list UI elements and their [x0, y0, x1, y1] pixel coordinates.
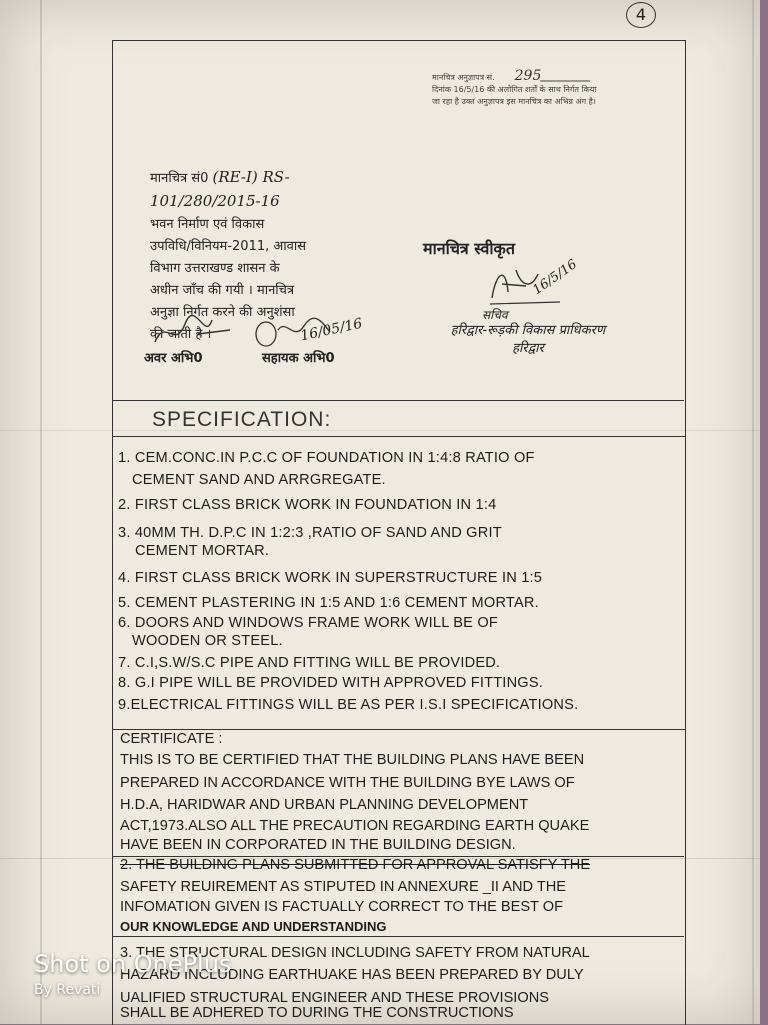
sanction-stamp-title: मानचित्र स्वीकृत [423, 239, 515, 258]
authority-city: हरिद्वार [512, 341, 544, 356]
spec-item-7: 7. C.I,S.W/S.C PIPE AND FITTING WILL BE PROVIDED. [118, 655, 501, 671]
certificate-line: SAFETY REUIREMENT AS STIPUTED IN ANNEXURE _II AND THE [120, 879, 567, 895]
approval-line: अनुज्ञा निर्गत करने की अनुशंसा [150, 305, 295, 320]
assistant-engineer-label: सहायक अभि0 [262, 351, 335, 366]
spec-item-1: 1. CEM.CONC.IN P.C.C OF FOUNDATION IN 1:4:8 RATIO OF [118, 450, 535, 466]
authority-name: हरिद्वार-रूड़की विकास प्राधिकरण [450, 323, 606, 338]
section-divider [112, 936, 684, 937]
permit-stamp-line: दिनांक 16/5/16 की अलोगित शर्तों के साथ निर्गत किया [432, 85, 597, 94]
secretary-designation: सचिव [482, 308, 508, 322]
watermark-line: Shot on OnePlus [34, 950, 232, 978]
permit-number: 295 [514, 68, 542, 84]
certificate-line-struck: 2. THE BUILDING PLANS SUBMITTED FOR APPROVAL SATISFY THE [120, 857, 591, 873]
spec-item-4: 4. FIRST CLASS BRICK WORK IN SUPERSTRUCTURE IN 1:5 [118, 570, 543, 586]
certificate-line: HAZARD INCLUDING EARTHUAKE HAS BEEN PREPARED BY DULY [120, 967, 584, 983]
spec-item-2: 2. FIRST CLASS BRICK WORK IN FOUNDATION IN 1:4 [118, 497, 497, 513]
certificate-line: ACT,1973.ALSO ALL THE PRECAUTION REGARDING EARTH QUAKE [120, 818, 590, 834]
paper-fold-line [752, 0, 754, 1024]
certificate-line: OUR KNOWLEDGE AND UNDERSTANDING [120, 919, 387, 934]
spec-item-6: 6. DOORS AND WINDOWS FRAME WORK WILL BE OF [118, 615, 499, 631]
spec-item-1-cont: CEMENT SAND AND ARRGREGATE. [132, 472, 386, 488]
camera-watermark [34, 950, 231, 998]
certificate-line: INFOMATION GIVEN IS FACTUALLY CORRECT TO THE BEST OF [120, 899, 564, 915]
permit-stamp-line: जा रहा है उक्त अनुज्ञापत्र इस मानचित्र का अभिन्न अंग है। [432, 97, 596, 106]
signature-junior-engineer [150, 312, 240, 352]
junior-engineer-label: अवर अभि0 [144, 351, 203, 366]
certificate-line: SHALL BE ADHERED TO DURING THE CONSTRUCTIONS [120, 1005, 514, 1021]
spec-item-6-cont: WOODEN OR STEEL. [132, 633, 283, 649]
watermark-line: By Revati [34, 982, 101, 998]
underline-mark [540, 79, 590, 83]
spec-item-3: 3. 40MM TH. D.P.C IN 1:2:3 ,RATIO OF SAND AND GRIT [118, 525, 502, 541]
approval-line: की जाती है । [150, 327, 212, 342]
spec-item-5: 5. CEMENT PLASTERING IN 1:5 AND 1:6 CEMENT MORTAR. [118, 595, 539, 611]
certificate-title: CERTIFICATE : [120, 731, 223, 747]
spec-item-9: 9.ELECTRICAL FITTINGS WILL BE AS PER I.S.I SPECIFICATIONS. [118, 697, 579, 713]
page-number: 4 [626, 2, 656, 28]
certificate-line: 3. THE STRUCTURAL DESIGN INCLUDING SAFETY FROM NATURAL [120, 945, 590, 961]
approval-line: अधीन जाँच की गयी । मानचित्र [150, 283, 295, 298]
secretary-sign-date: 16/5/16 [530, 256, 580, 299]
permit-stamp-label: मानचित्र अनुज्ञापत्र सं. [432, 73, 495, 82]
approval-line: भवन निर्माण एवं विकास [150, 217, 265, 232]
spec-item-8: 8. G.I PIPE WILL BE PROVIDED WITH APPROVED FITTINGS. [118, 675, 544, 691]
approval-line: विभाग उत्तराखण्ड शासन के [150, 261, 280, 276]
certificate-line: PREPARED IN ACCORDANCE WITH THE BUILDING BYE LAWS OF [120, 775, 575, 791]
spec-item-3-cont: CEMENT MORTAR. [135, 543, 270, 559]
certificate-line: HAVE BEEN IN CORPORATED IN THE BUILDING DESIGN. [120, 837, 516, 853]
certificate-line: H.D.A, HARIDWAR AND URBAN PLANNING DEVELOPMENT [120, 797, 529, 813]
sanction-authority [418, 322, 638, 358]
paper-fold-line [40, 0, 42, 1024]
approval-line: उपविधि/विनियम-2011, आवास [150, 239, 307, 254]
specification-title: SPECIFICATION: [152, 408, 332, 431]
certificate-line: UALIFIED STRUCTURAL ENGINEER AND THESE PROVISIONS [120, 990, 549, 1006]
ref-number: (RE-I) RS-101/280/2015-16 [150, 168, 290, 210]
certificate-line: THIS IS TO BE CERTIFIED THAT THE BUILDING PLANS HAVE BEEN [120, 752, 585, 768]
permit-stamp [432, 70, 672, 108]
assistant-engineer-date: 16/05/16 [299, 315, 364, 345]
ref-label: मानचित्र सं0 [150, 171, 209, 186]
section-divider [112, 400, 684, 401]
